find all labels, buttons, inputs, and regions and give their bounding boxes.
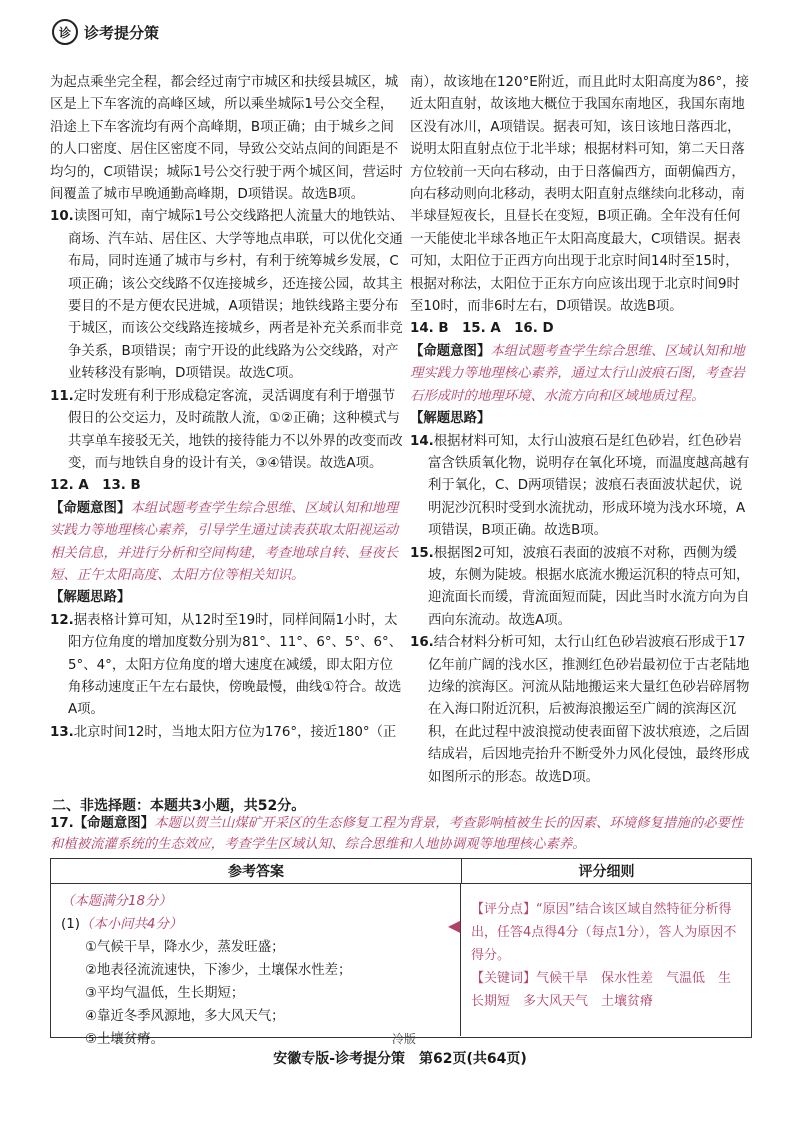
brand-logo: 诊: [52, 19, 78, 45]
q12-explanation: 12.据表格计算可知，从12时至19时，同样间隔1小时，太阳方位角度的增加度数分别为81°、11°、6°、5°、6°、5°、4°，太阳方位角度的增大速度在减缓，即太阳方位角移动速度正午左右最快，傍晚最慢，曲线①符合。故选A项。: [50, 612, 403, 718]
q11-explanation: 11.定时发班有利于形成稳定客流，灵活调度有利于增强节假日的公交运力，及时疏散人流，①②正确；这种模式与共享单车接驳无关，地铁的接待能力不以外界的改变而改变，而与地铁自身的设计有关，③④错误。故选A项。: [50, 388, 403, 471]
col-answer-header: 参考答案: [51, 859, 462, 883]
answers-12-13: 12. A 13. B: [50, 478, 141, 494]
stamp-mark: 冷版: [392, 1032, 417, 1046]
intent-12-13: 【命题意图】本组试题考查学生综合思维、区域认知和地理实践力等地理核心素养，引导学生通过读表获取太阳视运动相关信息，并进行分析和空间构建，考查地球自转、昼夜长短、正午太阳高度、太阳方位等相关知识。: [50, 500, 399, 583]
answer-item: ③平均气温低，生长期短；: [85, 986, 245, 1001]
solve-heading-12: 【解题思路】: [50, 590, 131, 606]
answers-14-16: 14. B 15. A 16. D: [410, 321, 554, 337]
score-point: 【评分点】“原因”结合该区域自然特征分析得出，任答4点得4分（每点1分），答人为原因不得分。: [471, 902, 737, 963]
q9-continuation: 为起点乘坐完全程，都会经过南宁市城区和扶绥县城区，城区是上下车客流的高峰区域，所以乘坐城际1号公交全程，沿途上下车客流均有两个高峰期，B项正确；由于城乡之间的人口密度、居住区密度不同，导致公交站点间的间距是不均匀的，C项错误；城际1号公交行驶于两个城区间，营运时间覆盖了城市早晚通勤高峰期，D项错误。故选B项。: [50, 75, 403, 203]
left-column: [50, 72, 405, 744]
brand-name: 诊考提分策: [84, 23, 160, 42]
page-header: [52, 18, 159, 46]
q13-continuation: 南），故该地在120°E附近，而且此时太阳高度为86°，接近太阳直射，故该地大概位于我国东南地区，我国东南地区没有冰川，A项错误。据表可知，该日该地日落西北，说明太阳直射点位于北半球；根据材料可知，第二天日落方位较前一天向右移动，由于日落偏西方，面朝偏西方，向右移动则向北移动，表明太阳直射点继续向北移动，南半球昼短夜长，且昼长在变短，B项正确。全年没有任何一天能使北半球各地正午太阳高度最大，C项错误。据表可知，太阳位于正西方向出现于北京时间14时至15时，根据对称法，太阳位于正东方向应该出现于北京时间9时至10时，而非6时左右，D项错误。故选B项。: [410, 75, 749, 315]
q14-explanation: 14.根据材料可知，太行山波痕石是红色砂岩，红色砂岩富含铁质氧化物，说明存在氧化环境，而温度越高越有利于氧化，C、D两项错误；波痕石表面波状起伏，说明泥沙沉积时受到水流扰动，形成环境为浅水环境，A项错误，B项正确。故选B项。: [410, 433, 750, 539]
right-column: [410, 72, 750, 789]
q15-explanation: 15.根据图2可知，波痕石表面的波痕不对称，西侧为缓坡，东侧为陡坡。根据水底流水搬运沉积的特点可知，迎流面长而缓，背流面短而陡，因此当时水流方向为自西向东流动。故选A项。: [410, 545, 750, 628]
part1-heading: (1)（本小问共4分）: [61, 917, 183, 932]
intent-14-16: 【命题意图】本组试题考查学生综合思维、区域认知和地理实践力等地理核心素养，通过太行山波痕石图，考查岩石形成时的地理环境、水流方向和区域地质过程。: [410, 343, 745, 404]
q17-intent: 17.【命题意图】本题以贺兰山煤矿开采区的生态修复工程为背景，考查影响植被生长的因素、环境修复措施的必要性和植被流灌系统的生态效应，考查学生区域认知、综合思维和人地协调观等地理核心素养。: [50, 816, 744, 852]
answer-item: ①气候干旱，降水少，蒸发旺盛；: [85, 940, 285, 955]
total-score-note: （本题满分18分）: [61, 894, 172, 909]
q10-explanation: 10.读图可知，南宁城际1号公交线路把人流量大的地铁站、商场、汽车站、居住区、大学等地点串联，可以优化交通布局，同时连通了城市与乡村，有利于统筹城乡发展，C项正确；该公交线路不仅连接城乡，还连接公园，故其主要目的不是方便农民进城，A项错误；地铁线路主要分布于城区，而该公交线路连接城乡，两者是补充关系而非竞争关系，B项错误；南宁开设的此线路为公交线路，对产业转移没有影响，D项错误。故选C项。: [50, 209, 404, 382]
q13-explanation: 13.北京时间12时，当地太阳方位为176°，接近180°（正: [50, 724, 397, 740]
solve-heading-14: 【解题思路】: [410, 411, 491, 427]
keywords: 【关键词】气候干旱 保水性差 气温低 生长期短 多大风天气 土壤贫瘠: [471, 971, 732, 1009]
score-cell: [461, 884, 751, 1036]
answer-item: ⑤土壤贫瘠。: [85, 1032, 164, 1047]
q16-explanation: 16.结合材料分析可知，太行山红色砂岩波痕石形成于17亿年前广阔的浅水区，推测红色砂岩最初位于古老陆地边缘的滨海区。河流从陆地搬运来大量红色砂岩碎屑物在入海口附近沉积，后被海浪搬运至广阔的滨海区沉积，在此过程中波浪搅动使表面留下波状痕迹，之后固结成岩，后因地壳抬升不断受外力风化侵蚀，最终形成如图所示的形态。故选D项。: [410, 635, 750, 785]
page-footer: 安徽专版-诊考提分策 第62页(共64页): [273, 1051, 527, 1067]
section-heading: 二、非选择题：本题共3小题，共52分。: [52, 798, 306, 814]
answer-item: ②地表径流流速快，下渗少，土壤保水性差；: [85, 963, 352, 978]
arrow-left-icon: ◀: [448, 916, 461, 935]
answer-item: ④靠近冬季风源地，多大风天气；: [85, 1009, 285, 1024]
col-score-header: 评分细则: [578, 864, 635, 880]
